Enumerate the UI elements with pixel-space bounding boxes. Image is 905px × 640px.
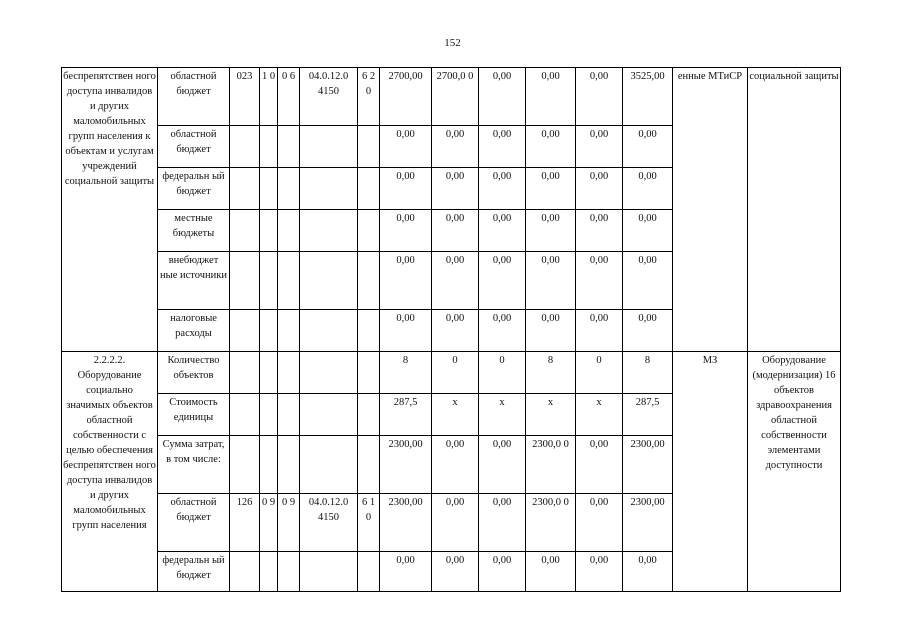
funding-source-cell: федеральн ый бюджет [158, 168, 230, 210]
code-cell [230, 168, 260, 210]
value-cell: 0,00 [623, 168, 673, 210]
code-cell [260, 552, 278, 592]
code-cell [278, 168, 300, 210]
value-cell: 0,00 [479, 310, 526, 352]
value-cell: 0,00 [479, 168, 526, 210]
value-cell: 0,00 [432, 552, 479, 592]
code-cell [278, 310, 300, 352]
value-cell: 287,5 [380, 394, 432, 436]
funding-source-cell: Сумма затрат, в том числе: [158, 436, 230, 494]
value-cell: 0,00 [432, 436, 479, 494]
value-cell: х [576, 394, 623, 436]
value-cell: 0,00 [380, 210, 432, 252]
code-cell [230, 552, 260, 592]
code-cell [278, 210, 300, 252]
value-cell: х [479, 394, 526, 436]
value-cell: 0,00 [380, 552, 432, 592]
code-cell [278, 436, 300, 494]
value-cell: 0,00 [576, 310, 623, 352]
funding-source-cell: областной бюджет [158, 68, 230, 126]
value-cell: 0,00 [432, 310, 479, 352]
code-cell [358, 168, 380, 210]
value-cell: 8 [623, 352, 673, 394]
value-cell: 0,00 [526, 252, 576, 310]
table-row [62, 352, 841, 394]
value-cell: 0,00 [380, 126, 432, 168]
value-cell: 0,00 [479, 436, 526, 494]
value-cell: 0 [479, 352, 526, 394]
code-cell [358, 394, 380, 436]
code-cell [300, 310, 358, 352]
code-cell [230, 310, 260, 352]
table-row [62, 68, 841, 126]
value-cell: 0,00 [576, 436, 623, 494]
code-cell [230, 394, 260, 436]
code-cell [358, 210, 380, 252]
value-cell: 0,00 [526, 210, 576, 252]
funding-source-cell: Количество объектов [158, 352, 230, 394]
value-cell: 2700,0 0 [432, 68, 479, 126]
code-cell: 1 0 [260, 68, 278, 126]
funding-source-cell: местные бюджеты [158, 210, 230, 252]
value-cell: 0,00 [479, 552, 526, 592]
value-cell: 0,00 [526, 68, 576, 126]
value-cell: 0,00 [623, 552, 673, 592]
value-cell: 0,00 [576, 68, 623, 126]
value-cell: 0 [432, 352, 479, 394]
code-cell: 0 6 [278, 68, 300, 126]
value-cell: 0,00 [479, 68, 526, 126]
code-cell [230, 126, 260, 168]
code-cell [230, 210, 260, 252]
value-cell: 3525,00 [623, 68, 673, 126]
code-cell [358, 310, 380, 352]
page-number: 152 [444, 37, 461, 49]
funding-source-cell: областной бюджет [158, 126, 230, 168]
code-cell [260, 436, 278, 494]
code-cell [358, 436, 380, 494]
funding-source-cell: Стоимость единицы [158, 394, 230, 436]
value-cell: 0,00 [380, 310, 432, 352]
value-cell: 0,00 [576, 552, 623, 592]
value-cell: 0,00 [623, 210, 673, 252]
code-cell [260, 210, 278, 252]
code-cell [358, 352, 380, 394]
value-cell: 0,00 [576, 252, 623, 310]
executor-cell: енные МТиСР [673, 68, 748, 352]
code-cell: 04.0.12.0 4150 [300, 494, 358, 552]
code-cell [300, 126, 358, 168]
value-cell: 0,00 [432, 494, 479, 552]
code-cell [260, 126, 278, 168]
budget-table [61, 67, 841, 592]
value-cell: 0,00 [479, 126, 526, 168]
value-cell: 0,00 [432, 252, 479, 310]
value-cell: 2300,00 [623, 436, 673, 494]
code-cell [230, 252, 260, 310]
value-cell: 2300,0 0 [526, 494, 576, 552]
code-cell: 04.0.12.0 4150 [300, 68, 358, 126]
event-name-cell: 2.2.2.2. Оборудование социально значимых объектов областной собственности с целью обеспечения беспрепятствен ного доступа инвалидов и других маломобильных групп населения [62, 352, 158, 592]
value-cell: 0,00 [526, 168, 576, 210]
code-cell: 023 [230, 68, 260, 126]
value-cell: 2300,00 [623, 494, 673, 552]
funding-source-cell: внебюджет ные источники [158, 252, 230, 310]
code-cell: 0 9 [260, 494, 278, 552]
value-cell: 0,00 [479, 494, 526, 552]
value-cell: 2300,0 0 [526, 436, 576, 494]
value-cell: 0,00 [623, 252, 673, 310]
code-cell [260, 168, 278, 210]
value-cell: 2700,00 [380, 68, 432, 126]
code-cell [230, 352, 260, 394]
code-cell [278, 352, 300, 394]
value-cell: 0,00 [479, 210, 526, 252]
event-name-cell: беспрепятствен ного доступа инвалидов и других маломобильных групп населения к объектам и услугам учреждений социальной защиты [62, 68, 158, 352]
code-cell [300, 252, 358, 310]
executor-cell: МЗ [673, 352, 748, 592]
code-cell: 126 [230, 494, 260, 552]
value-cell: 0,00 [526, 126, 576, 168]
funding-source-cell: областной бюджет [158, 494, 230, 552]
code-cell [300, 436, 358, 494]
code-cell [260, 394, 278, 436]
value-cell: 8 [380, 352, 432, 394]
value-cell: 0,00 [479, 252, 526, 310]
code-cell [300, 394, 358, 436]
code-cell [300, 210, 358, 252]
value-cell: 0,00 [623, 310, 673, 352]
code-cell [358, 126, 380, 168]
value-cell: 0,00 [576, 168, 623, 210]
value-cell: 0,00 [576, 126, 623, 168]
value-cell: х [526, 394, 576, 436]
funding-source-cell: федеральн ый бюджет [158, 552, 230, 592]
code-cell [358, 252, 380, 310]
value-cell: 0,00 [432, 210, 479, 252]
value-cell: 287,5 [623, 394, 673, 436]
code-cell [300, 552, 358, 592]
value-cell: 0,00 [576, 494, 623, 552]
value-cell: 0,00 [526, 310, 576, 352]
value-cell: 0,00 [380, 252, 432, 310]
value-cell: 0,00 [576, 210, 623, 252]
value-cell: 0,00 [380, 168, 432, 210]
code-cell: 0 9 [278, 494, 300, 552]
code-cell [278, 126, 300, 168]
code-cell [278, 552, 300, 592]
code-cell [260, 352, 278, 394]
value-cell: х [432, 394, 479, 436]
code-cell [358, 552, 380, 592]
result-cell: социальной защиты [748, 68, 841, 352]
code-cell [278, 252, 300, 310]
value-cell: 0,00 [432, 126, 479, 168]
value-cell: 2300,00 [380, 494, 432, 552]
code-cell: 6 2 0 [358, 68, 380, 126]
value-cell: 2300,00 [380, 436, 432, 494]
value-cell: 0,00 [432, 168, 479, 210]
code-cell: 6 1 0 [358, 494, 380, 552]
code-cell [300, 168, 358, 210]
value-cell: 0,00 [623, 126, 673, 168]
code-cell [230, 436, 260, 494]
value-cell: 0 [576, 352, 623, 394]
value-cell: 0,00 [526, 552, 576, 592]
code-cell [260, 252, 278, 310]
code-cell [260, 310, 278, 352]
result-cell: Оборудование (модернизация) 16 объектов здравоохранения областной собственности элементами доступности [748, 352, 841, 592]
funding-source-cell: налоговые расходы [158, 310, 230, 352]
code-cell [300, 352, 358, 394]
code-cell [278, 394, 300, 436]
value-cell: 8 [526, 352, 576, 394]
